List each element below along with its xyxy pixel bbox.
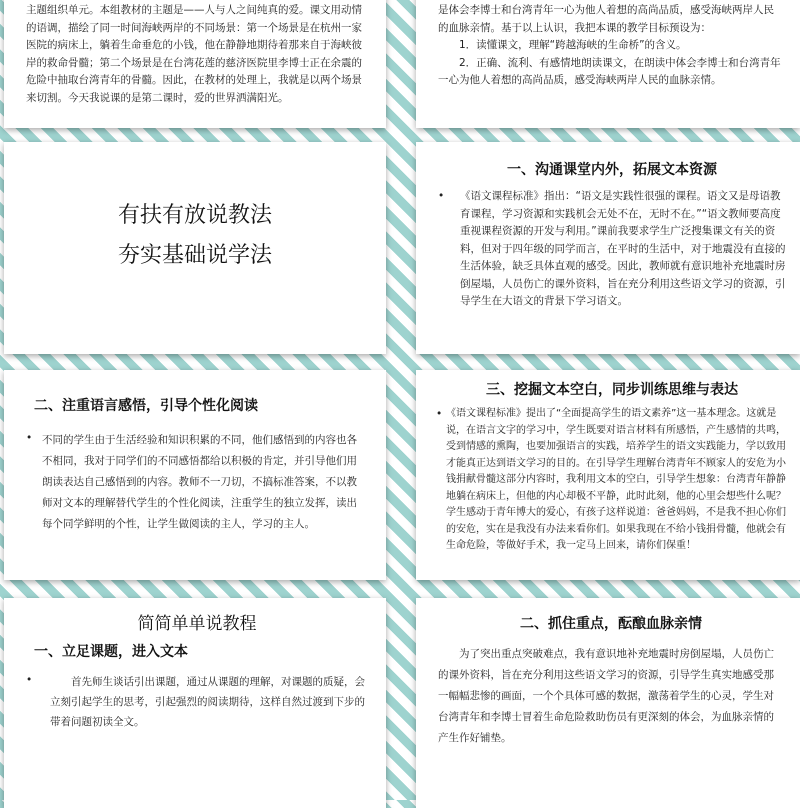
method-title-line-1: 有扶有放说教法 xyxy=(117,203,272,228)
slide-card-4 xyxy=(416,142,800,354)
card5-bullet: • xyxy=(26,432,33,444)
slide-card-7 xyxy=(4,598,386,808)
slide-card-2 xyxy=(416,0,800,128)
card1-text: 主题组织单元。本组教材的主题是——人与人之间纯真的爱。课文用动情的语调，描绘了同一时间海峡两岸的不同场景：第一个场景是在杭州一家医院的病床上，躺着生命垂危的小钱，他在静静地期待着那来自于海峡彼岸的救命骨髓；第二个场景是在台湾花莲的慈济医院里李博士正在余震的危险中抽取台湾青年的骨髓。因此，在教材的处理上，我就是以两个场景来切割。今天我说课的是第二课时，爱的世界洒满阳光。 xyxy=(26,4,362,104)
card7-text: 首先师生谈话引出课题，通过从课题的理解，对课题的质疑，会立刻引起学生的思考，引起强烈的阅读期待，这样自然过渡到下步的带着问题初读全文。 xyxy=(50,676,365,728)
card5-text: 不同的学生由于生活经验和知识积累的不同，他们感悟到的内容也各不相同，我对于同学们的不同感悟都给以积极的肯定，并引导他们用朗读表达自己感悟到的内容。教师不一刀切，不搞标准答案，不以教师对文本的理解替代学生的个性化阅读，注重学生的独立发挥，读出每个同学鲜明的个性，让学生做阅读的主人，学习的主人。 xyxy=(42,434,357,530)
card2-goal-1: 1．读懂课文，理解“跨越海峡的生命桥”的含义。 xyxy=(459,39,687,51)
slide-card-8 xyxy=(416,598,800,808)
card4-bullet: • xyxy=(438,190,445,202)
card8-text: 为了突出重点突破难点，我有意识地补充地震时房倒屋塌，人员伤亡的课外资料，旨在充分利用这些语文学习的资源，引导学生真实地感受那一幅幅悲惨的画面，一个个具体可感的数据，激荡着学生的心灵，学生对台湾青年和李博士冒着生命危险救助伤员有更深刻的体会，为血脉亲情的产生作好铺垫。 xyxy=(438,648,774,744)
slide-card-3 xyxy=(4,142,386,354)
card7-subtitle: 一、立足课题，进入文本 xyxy=(34,644,188,660)
card6-bullet: • xyxy=(436,408,443,420)
card7-bullet: • xyxy=(26,674,33,686)
slide-card-6 xyxy=(416,370,800,580)
card6-text: 《语文课程标准》提出了“全面提高学生的语文素养”这一基本理念。这就是说，在语言文字的学习中，学生既要对语言材料有所感悟，产生感情的共鸣，受到情感的熏陶，也要加强语言的实践，培养学生的语文实践能力，学以致用才能真正达到语文学习的目的。在引导学生理解台湾青年不顾家人的安危为小钱捐献骨髓这部分内容时，我利用文本的空白，引导学生想象：台湾青年静静地躺在病床上，但他的内心却极不平静，此时此刻，他的心里会想些什么呢？学生感动于青年博大的爱心，有孩子这样说道：爸爸妈妈，不是我不担心你们的安危，实在是我没有办法来看你们。如果我现在不给小钱捐骨髓，他就会有生命危险，等做好手术，我一定马上回来，请你们保重！ xyxy=(446,408,786,551)
card6-title: 三、挖掘文本空白，同步训练思维与表达 xyxy=(486,382,738,398)
card4-title: 一、沟通课堂内外，拓展文本资源 xyxy=(507,162,717,178)
card5-title: 二、注重语言感悟，引导个性化阅读 xyxy=(34,398,258,414)
card4-text: 《语文课程标准》指出：“语文是实践性很强的课程。语文又是母语教育课程，学习资源和实践机会无处不在，无时不在。”“语文教师要高度重视课程资源的开发与利用。”课前我要求学生广泛搜集课文有关的资料，但对于四年级的同学而言，在平时的生活中，对于地震没有直接的生活体验，缺乏具体直观的感受。因此，教师就有意识地补充地震时房倒屋塌，人员伤亡的课外资料，旨在充分利用这些语文学习的资源，引导学生在大语文的背景下学习语文。 xyxy=(460,190,786,307)
card7-title: 简简单单说教程 xyxy=(137,614,257,634)
card8-title: 二、抓住重点，酝酿血脉亲情 xyxy=(520,616,702,632)
card2-intro: 是体会李博士和台湾青年一心为他人着想的高尚品质，感受海峡两岸人民的血脉亲情。基于以上认识，我把本课的教学目标预设为： xyxy=(438,4,774,34)
method-title-line-2: 夯实基础说学法 xyxy=(117,243,272,268)
card2-goal-2: 2．正确、流利、有感情地朗读课文，在朗读中体会李博士和台湾青年一心为他人着想的高尚品质，感受海峡两岸人民的血脉亲情。 xyxy=(438,56,781,86)
slide-card-5 xyxy=(4,370,386,580)
slide-card-1 xyxy=(4,0,386,128)
